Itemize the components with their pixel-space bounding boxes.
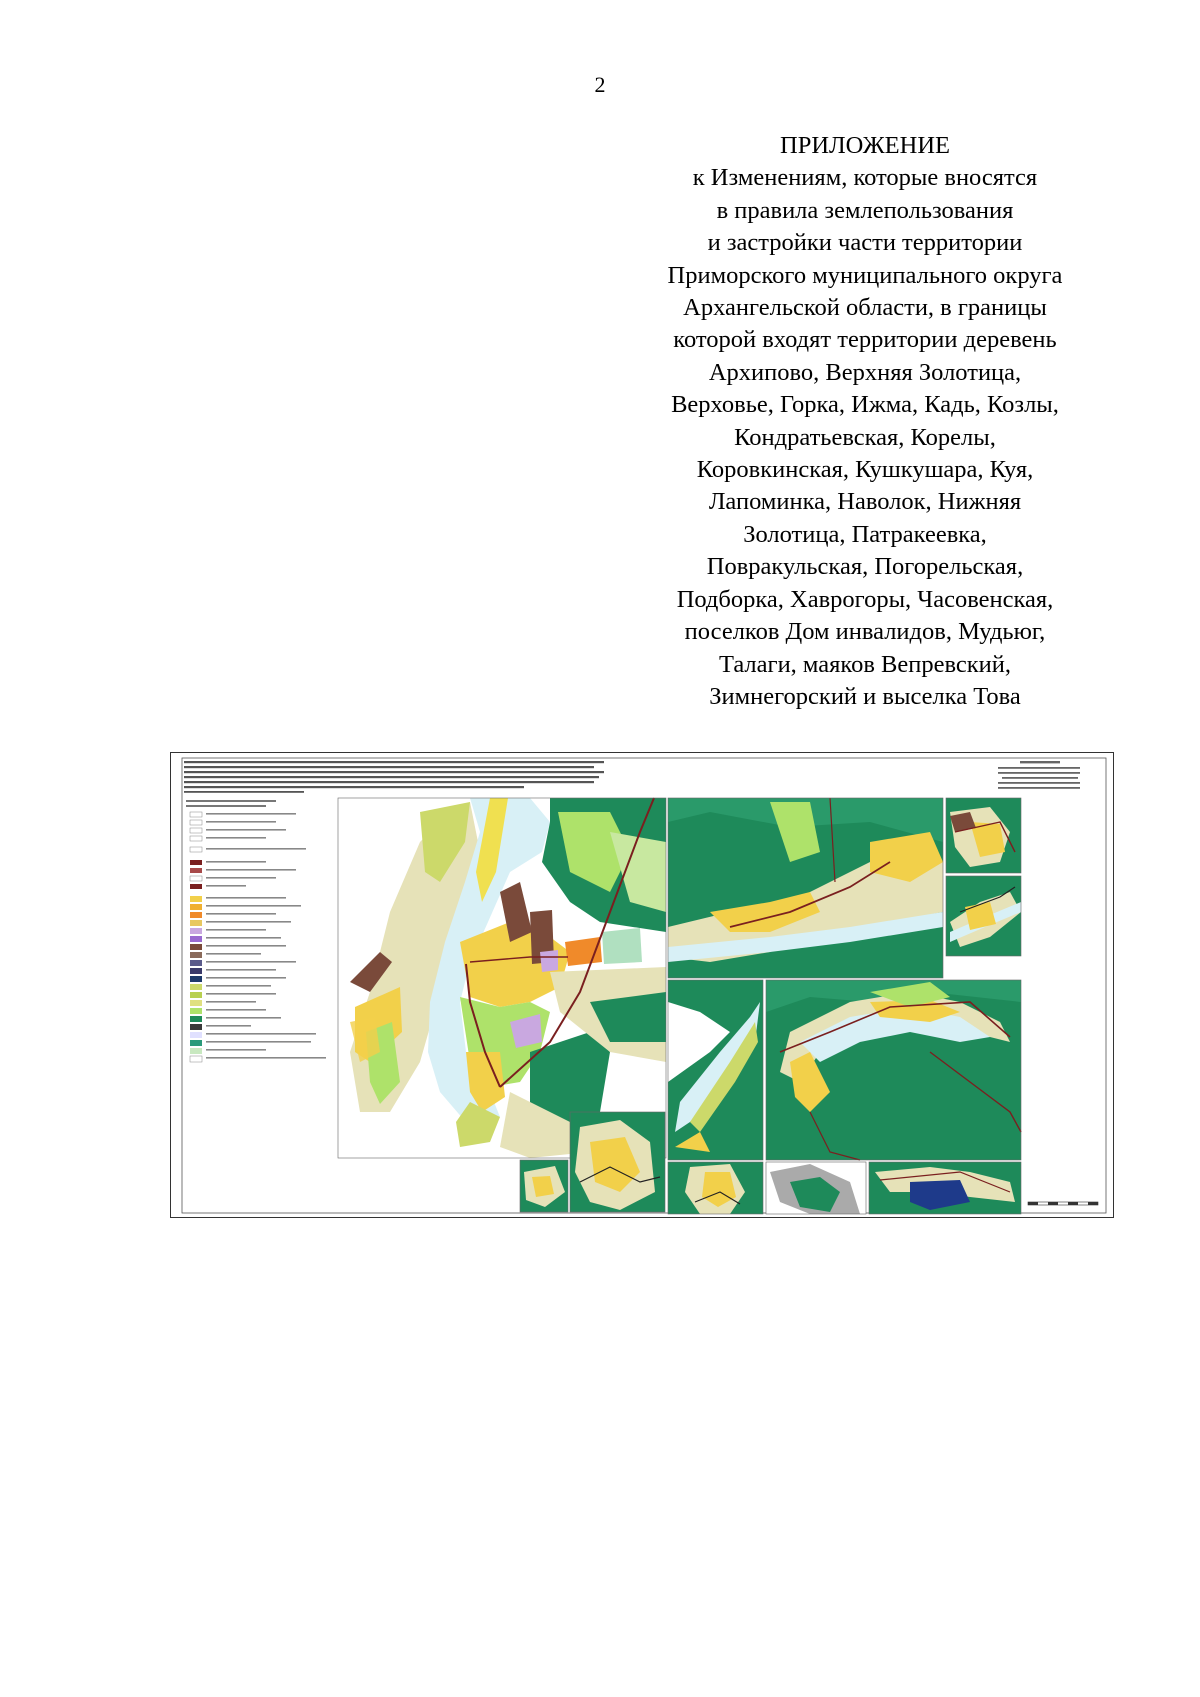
appendix-line: Архипово, Верхняя Золотица, xyxy=(708,358,1022,386)
inset-map-9 xyxy=(570,1112,665,1212)
appendix-line: Зимнегорский и выселка Това xyxy=(709,682,1021,710)
inset-map-5 xyxy=(766,980,1021,1160)
appendix-line: Кондратьевская, Корелы, xyxy=(734,423,996,451)
map-legend xyxy=(184,798,334,1068)
zoning-map xyxy=(170,752,1114,1218)
appendix-line: которой входят территории деревень xyxy=(673,326,1057,354)
appendix-heading xyxy=(620,130,1110,713)
inset-map-1 xyxy=(668,798,943,978)
zoning-map-drawing xyxy=(170,752,1114,1218)
inset-map-2 xyxy=(946,798,1021,873)
appendix-line: Верховье, Горка, Ижма, Кадь, Козлы, xyxy=(671,391,1059,419)
appendix-line: и застройки части территории xyxy=(707,229,1023,257)
appendix-line: Архангельской области, в границы xyxy=(683,294,1047,322)
appendix-line: к Изменениям, которые вносятся xyxy=(692,164,1038,192)
inset-map-6 xyxy=(668,1162,763,1214)
appendix-line: Золотица, Патракеевка, xyxy=(743,520,987,548)
appendix-line: Талаги, маяков Вепревский, xyxy=(718,650,1012,678)
inset-map-3 xyxy=(946,876,1021,956)
appendix-line: в правила землепользования xyxy=(716,196,1014,224)
main-map-panel xyxy=(338,798,666,1158)
inset-map-8 xyxy=(869,1162,1021,1214)
appendix-line: поселков Дом инвалидов, Мудьюг, xyxy=(684,618,1046,646)
page-number: 2 xyxy=(594,72,606,97)
inset-map-10 xyxy=(520,1160,568,1212)
appendix-line: Приморского муниципального округа xyxy=(667,261,1063,289)
scale-bar xyxy=(1028,1202,1098,1205)
inset-map-7 xyxy=(766,1162,866,1214)
appendix-line: Лапоминка, Наволок, Нижняя xyxy=(708,488,1022,516)
appendix-line: Коровкинская, Кушкушара, Куя, xyxy=(696,456,1034,484)
inset-map-4 xyxy=(668,980,763,1160)
appendix-line: Повракульская, Погорельская, xyxy=(706,553,1024,581)
appendix-line: Подборка, Хаврогоры, Часовенская, xyxy=(676,585,1054,613)
appendix-title: ПРИЛОЖЕНИЕ xyxy=(780,132,950,159)
